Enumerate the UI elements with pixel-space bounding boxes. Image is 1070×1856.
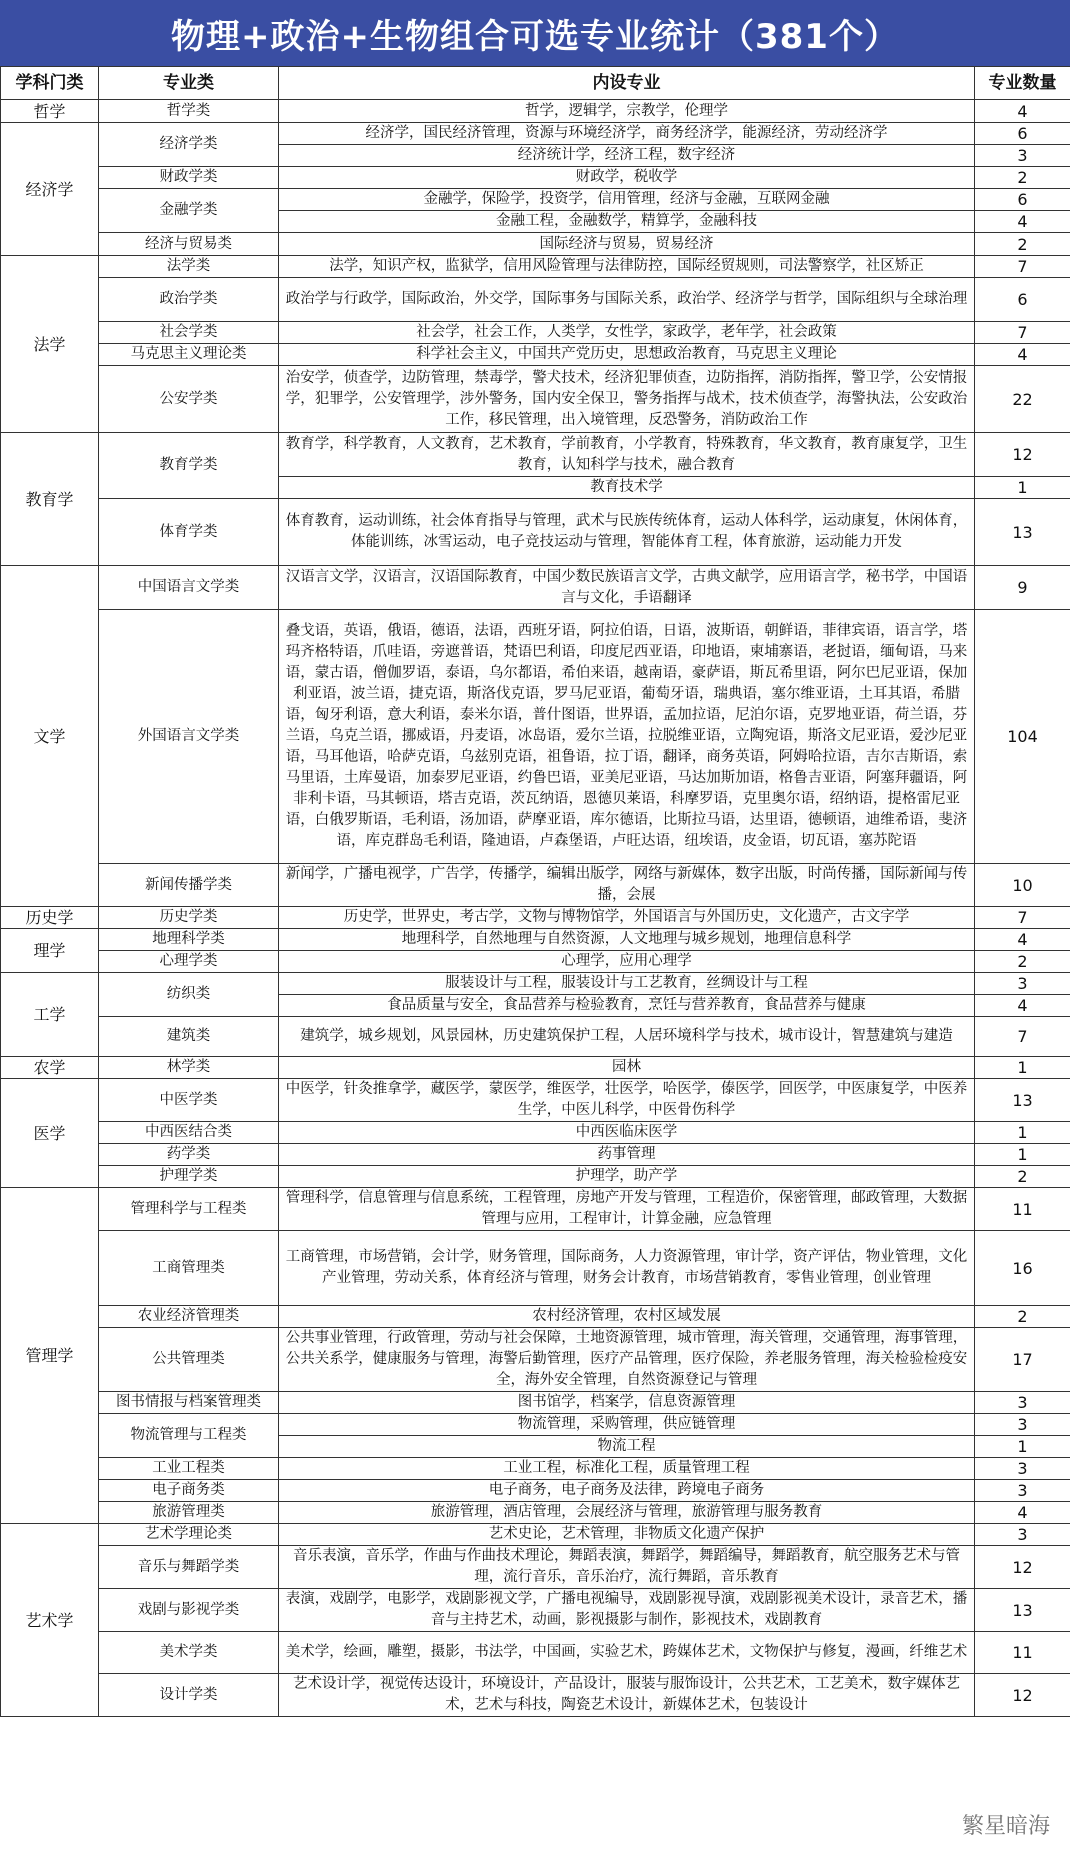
table-row [1,167,1070,189]
category-cell: 戏剧与影视学类 [99,1589,279,1632]
header-category: 专业类 [99,67,279,100]
majors-cell: 服装设计与工程，服装设计与工艺教育，丝绸设计与工程 [279,973,975,995]
count-cell: 7 [975,907,1070,929]
majors-cell: 药事管理 [279,1144,975,1166]
count-cell: 11 [975,1188,1070,1231]
header-count: 专业数量 [975,67,1070,100]
count-cell: 10 [975,864,1070,907]
category-cell: 农业经济管理类 [99,1306,279,1328]
category-cell: 物流管理与工程类 [99,1414,279,1458]
table-row [1,1392,1070,1414]
category-cell: 建筑类 [99,1017,279,1057]
majors-cell: 音乐表演，音乐学，作曲与作曲技术理论，舞蹈表演，舞蹈学，舞蹈编导，舞蹈教育，航空服务艺术与管理，流行音乐，音乐治疗，流行舞蹈，音乐教育 [279,1546,975,1589]
table-row [1,499,1070,566]
table-row [1,610,1070,864]
count-cell: 4 [975,1502,1070,1524]
majors-cell: 工商管理，市场营销，会计学，财务管理，国际商务，人力资源管理，审计学，资产评估，物业管理，文化产业管理，劳动关系，体育经济与管理，财务会计教育，市场营销教育，零售业管理，创业管理 [279,1231,975,1306]
category-cell: 政治学类 [99,278,279,322]
category-cell: 外国语言文学类 [99,610,279,864]
category-cell: 管理科学与工程类 [99,1188,279,1231]
category-cell: 药学类 [99,1144,279,1166]
majors-cell: 财政学，税收学 [279,167,975,189]
count-cell: 12 [975,1674,1070,1717]
majors-cell: 教育学，科学教育，人文教育，艺术教育，学前教育，小学教育，特殊教育，华文教育，教育康复学，卫生教育，认知科学与技术，融合教育 [279,433,975,477]
table-row [1,278,1070,322]
count-cell: 1 [975,1122,1070,1144]
count-cell: 4 [975,344,1070,366]
majors-cell: 艺术设计学，视觉传达设计，环境设计，产品设计，服装与服饰设计，公共艺术，工艺美术，数字媒体艺术，艺术与科技，陶瓷艺术设计，新媒体艺术，包装设计 [279,1674,975,1717]
majors-cell: 护理学，助产学 [279,1166,975,1188]
category-cell: 林学类 [99,1057,279,1079]
category-cell: 财政学类 [99,167,279,189]
table-row [1,366,1070,433]
table-row [1,1144,1070,1166]
majors-cell: 中医学，针灸推拿学，藏医学，蒙医学，维医学，壮医学，哈医学，傣医学，回医学，中医康复学，中医养生学，中医儿科学，中医骨伤科学 [279,1079,975,1122]
table-row [1,1166,1070,1188]
page-title: 物理+政治+生物组合可选专业统计（381个） [0,0,1070,66]
discipline-cell: 法学 [1,256,99,433]
count-cell: 4 [975,100,1070,123]
category-cell: 哲学类 [99,100,279,123]
table-row [1,1414,1070,1436]
count-cell: 1 [975,1436,1070,1458]
count-cell: 7 [975,1017,1070,1057]
count-cell: 1 [975,477,1070,499]
count-cell: 13 [975,1079,1070,1122]
table-row [1,1502,1070,1524]
table-row [1,256,1070,278]
category-cell: 音乐与舞蹈学类 [99,1546,279,1589]
count-cell: 7 [975,322,1070,344]
table-row [1,1328,1070,1392]
table-row [1,322,1070,344]
category-cell: 艺术学理论类 [99,1524,279,1546]
majors-cell: 管理科学，信息管理与信息系统，工程管理，房地产开发与管理，工程造价，保密管理，邮政管理，大数据管理与应用，工程审计，计算金融，应急管理 [279,1188,975,1231]
majors-cell: 新闻学，广播电视学，广告学，传播学，编辑出版学，网络与新媒体，数字出版，时尚传播，国际新闻与传播，会展 [279,864,975,907]
table-row [1,233,1070,256]
majors-cell: 哲学，逻辑学，宗教学，伦理学 [279,100,975,123]
discipline-cell: 农学 [1,1057,99,1079]
table-row [1,1524,1070,1546]
count-cell: 104 [975,610,1070,864]
majors-cell: 物流管理，采购管理，供应链管理 [279,1414,975,1436]
category-cell: 工商管理类 [99,1231,279,1306]
majors-cell: 心理学，应用心理学 [279,951,975,973]
category-cell: 纺织类 [99,973,279,1017]
category-cell: 公共管理类 [99,1328,279,1392]
category-cell: 教育学类 [99,433,279,499]
category-cell: 社会学类 [99,322,279,344]
watermark: 繁星暗海 [961,1814,1050,1839]
majors-cell: 国际经济与贸易，贸易经济 [279,233,975,256]
count-cell: 4 [975,995,1070,1017]
category-cell: 法学类 [99,256,279,278]
count-cell: 11 [975,1632,1070,1674]
count-cell: 2 [975,1166,1070,1188]
count-cell: 2 [975,167,1070,189]
discipline-cell: 理学 [1,929,99,973]
category-cell: 经济学类 [99,123,279,167]
discipline-cell: 哲学 [1,100,99,123]
table-row [1,566,1070,610]
majors-cell: 艺术史论，艺术管理，非物质文化遗产保护 [279,1524,975,1546]
category-cell: 旅游管理类 [99,1502,279,1524]
table-row [1,1458,1070,1480]
majors-cell: 体育教育，运动训练，社会体育指导与管理，武术与民族传统体育，运动人体科学，运动康复，休闲体育，体能训练，冰雪运动，电子竞技运动与管理，智能体育工程，体育旅游，运动能力开发 [279,499,975,566]
category-cell: 马克思主义理论类 [99,344,279,366]
category-cell: 公安学类 [99,366,279,433]
category-cell: 地理科学类 [99,929,279,951]
discipline-cell: 艺术学 [1,1524,99,1717]
table-row [1,951,1070,973]
count-cell: 3 [975,1524,1070,1546]
header-row [1,67,1070,100]
count-cell: 17 [975,1328,1070,1392]
table-row [1,344,1070,366]
count-cell: 6 [975,123,1070,145]
table-row [1,1480,1070,1502]
table-row [1,123,1070,145]
count-cell: 3 [975,145,1070,167]
discipline-cell: 医学 [1,1079,99,1188]
majors-cell: 食品质量与安全，食品营养与检验教育，烹饪与营养教育，食品营养与健康 [279,995,975,1017]
count-cell: 6 [975,189,1070,211]
category-cell: 历史学类 [99,907,279,929]
header-discipline: 学科门类 [1,67,99,100]
count-cell: 1 [975,1057,1070,1079]
category-cell: 工业工程类 [99,1458,279,1480]
majors-cell: 法学，知识产权，监狱学，信用风险管理与法律防控，国际经贸规则，司法警察学，社区矫正 [279,256,975,278]
table-row [1,1589,1070,1632]
table-row [1,1674,1070,1717]
table-row [1,907,1070,929]
category-cell: 设计学类 [99,1674,279,1717]
table-row [1,1231,1070,1306]
count-cell: 4 [975,211,1070,233]
majors-cell: 旅游管理，酒店管理，会展经济与管理，旅游管理与服务教育 [279,1502,975,1524]
discipline-cell: 文学 [1,566,99,907]
table-row [1,433,1070,477]
count-cell: 6 [975,278,1070,322]
table-row [1,1632,1070,1674]
count-cell: 2 [975,233,1070,256]
majors-cell: 经济学，国民经济管理，资源与环境经济学，商务经济学，能源经济，劳动经济学 [279,123,975,145]
table-row [1,1306,1070,1328]
count-cell: 3 [975,1414,1070,1436]
majors-cell: 金融工程，金融数学，精算学，金融科技 [279,211,975,233]
majors-cell: 图书馆学，档案学，信息资源管理 [279,1392,975,1414]
category-cell: 中国语言文学类 [99,566,279,610]
table-row [1,864,1070,907]
majors-cell: 政治学与行政学，国际政治，外交学，国际事务与国际关系，政治学、经济学与哲学，国际组织与全球治理 [279,278,975,322]
majors-cell: 治安学，侦查学，边防管理，禁毒学，警犬技术，经济犯罪侦查，边防指挥，消防指挥，警卫学，公安情报学，犯罪学，公安管理学，涉外警务，国内安全保卫，警务指挥与战术，技术侦查学，海警执法，公安政治工作，移民管理，出入境管理，反恐警务，消防政治工作 [279,366,975,433]
discipline-cell: 管理学 [1,1188,99,1524]
category-cell: 金融学类 [99,189,279,233]
majors-cell: 叠戈语，英语，俄语，德语，法语，西班牙语，阿拉伯语，日语，波斯语，朝鲜语，菲律宾语，语言学，塔玛齐格特语，爪哇语，旁遮普语，梵语巴利语，印度尼西亚语，印地语，柬埔寨语，老挝语，缅甸语，马来语，蒙古语，僧伽罗语，泰语，乌尔都语，希伯来语，越南语，豪萨语，斯瓦希里语，阿尔巴尼亚语，保加利亚语，波兰语，捷克语，斯洛伐克语，罗马尼亚语，葡萄牙语，瑞典语，塞尔维亚语，土耳其语，希腊语，匈牙利语，意大利语，泰米尔语，普什图语，世界语，孟加拉语，尼泊尔语，克罗地亚语，荷兰语，芬兰语，乌克兰语，挪威语，丹麦语，冰岛语，爱尔兰语，拉脱维亚语，立陶宛语，斯洛文尼亚语，爱沙尼亚语，马耳他语，哈萨克语，乌兹别克语，祖鲁语，拉丁语，翻译，商务英语，阿姆哈拉语，吉尔吉斯语，索马里语，土库曼语，加泰罗尼亚语，约鲁巴语，亚美尼亚语，马达加斯加语，格鲁吉亚语，阿塞拜疆语，阿非利卡语，马其顿语，塔吉克语，茨瓦纳语，恩德贝莱语，科摩罗语，克里奥尔语，绍纳语，提格雷尼亚语，白俄罗斯语，毛利语，汤加语，萨摩亚语，库尔德语，比斯拉马语，达里语，德顿语，迪维希语，斐济语，库克群岛毛利语，隆迪语，卢森堡语，卢旺达语，纽埃语，皮金语，切瓦语，塞苏陀语 [279,610,975,864]
table-row [1,973,1070,995]
category-cell: 电子商务类 [99,1480,279,1502]
majors-cell: 电子商务，电子商务及法律，跨境电子商务 [279,1480,975,1502]
count-cell: 13 [975,499,1070,566]
majors-cell: 经济统计学，经济工程，数字经济 [279,145,975,167]
majors-cell: 社会学，社会工作，人类学，女性学，家政学，老年学，社会政策 [279,322,975,344]
majors-cell: 金融学，保险学，投资学，信用管理，经济与金融，互联网金融 [279,189,975,211]
majors-cell: 工业工程，标准化工程，质量管理工程 [279,1458,975,1480]
header-majors: 内设专业 [279,67,975,100]
count-cell: 7 [975,256,1070,278]
table-body [1,100,1070,1717]
table-row [1,1057,1070,1079]
count-cell: 4 [975,929,1070,951]
count-cell: 3 [975,1392,1070,1414]
count-cell: 2 [975,951,1070,973]
count-cell: 22 [975,366,1070,433]
table-row [1,1079,1070,1122]
count-cell: 12 [975,433,1070,477]
majors-cell: 地理科学，自然地理与自然资源，人文地理与城乡规划，地理信息科学 [279,929,975,951]
majors-cell: 物流工程 [279,1436,975,1458]
table-row [1,929,1070,951]
majors-cell: 园林 [279,1057,975,1079]
majors-cell: 教育技术学 [279,477,975,499]
majors-cell: 建筑学，城乡规划，风景园林，历史建筑保护工程，人居环境科学与技术，城市设计，智慧建筑与建造 [279,1017,975,1057]
majors-cell: 美术学，绘画，雕塑，摄影，书法学，中国画，实验艺术，跨媒体艺术，文物保护与修复，漫画，纤维艺术 [279,1632,975,1674]
category-cell: 体育学类 [99,499,279,566]
category-cell: 美术学类 [99,1632,279,1674]
majors-cell: 表演，戏剧学，电影学，戏剧影视文学，广播电视编导，戏剧影视导演，戏剧影视美术设计，录音艺术，播音与主持艺术，动画，影视摄影与制作，影视技术，戏剧教育 [279,1589,975,1632]
category-cell: 新闻传播学类 [99,864,279,907]
discipline-cell: 经济学 [1,123,99,256]
table-row [1,1546,1070,1589]
category-cell: 心理学类 [99,951,279,973]
table-row [1,1017,1070,1057]
majors-cell: 中西医临床医学 [279,1122,975,1144]
category-cell: 经济与贸易类 [99,233,279,256]
majors-cell: 科学社会主义，中国共产党历史，思想政治教育，马克思主义理论 [279,344,975,366]
count-cell: 2 [975,1306,1070,1328]
count-cell: 12 [975,1546,1070,1589]
discipline-cell: 教育学 [1,433,99,566]
count-cell: 9 [975,566,1070,610]
category-cell: 图书情报与档案管理类 [99,1392,279,1414]
discipline-cell: 历史学 [1,907,99,929]
category-cell: 护理学类 [99,1166,279,1188]
majors-cell: 历史学，世界史，考古学，文物与博物馆学，外国语言与外国历史，文化遗产，古文字学 [279,907,975,929]
count-cell: 3 [975,1458,1070,1480]
count-cell: 3 [975,973,1070,995]
count-cell: 13 [975,1589,1070,1632]
category-cell: 中医学类 [99,1079,279,1122]
majors-cell: 汉语言文学，汉语言，汉语国际教育，中国少数民族语言文学，古典文献学，应用语言学，秘书学，中国语言与文化，手语翻译 [279,566,975,610]
category-cell: 中西医结合类 [99,1122,279,1144]
count-cell: 1 [975,1144,1070,1166]
discipline-cell: 工学 [1,973,99,1057]
majors-cell: 公共事业管理，行政管理，劳动与社会保障，土地资源管理，城市管理，海关管理，交通管理，海事管理，公共关系学，健康服务与管理，海警后勤管理，医疗产品管理，医疗保险，养老服务管理，海关检验检疫安全，海外安全管理，自然资源登记与管理 [279,1328,975,1392]
count-cell: 3 [975,1480,1070,1502]
majors-table [0,66,1070,1717]
table-row [1,189,1070,211]
majors-cell: 农村经济管理，农村区域发展 [279,1306,975,1328]
count-cell: 16 [975,1231,1070,1306]
table-row [1,1122,1070,1144]
table-row [1,100,1070,123]
table-row [1,1188,1070,1231]
